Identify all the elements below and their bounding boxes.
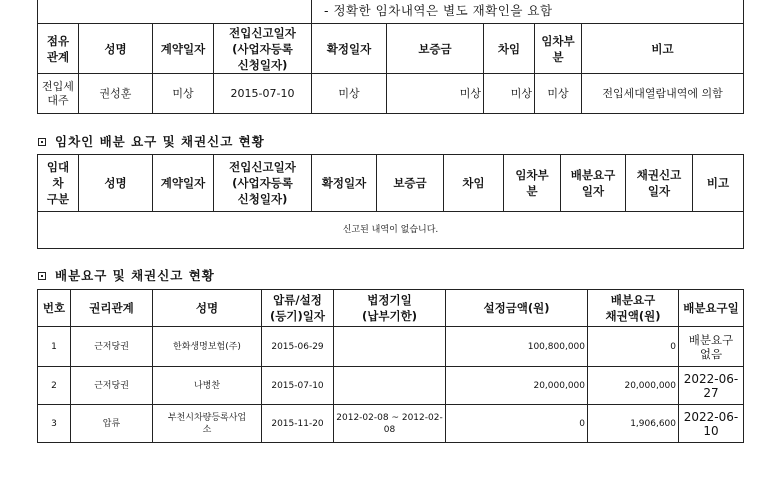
distribution-header-row: [38, 290, 744, 327]
cell-right-relation: 압류: [71, 405, 153, 443]
header-lease-type: 임대 차 구분: [38, 155, 79, 212]
occupancy-table: [37, 0, 744, 114]
header-remarks: 비고: [693, 155, 744, 212]
cell-name: 나병찬: [153, 367, 262, 405]
header-move-in-date: 전입신고일자 (사업자등록 신청일자): [214, 24, 312, 74]
header-set-amount: 설정금액(원): [446, 290, 588, 327]
table-row: [38, 367, 744, 405]
cell-set-amount: 0: [446, 405, 588, 443]
tenant-claims-table: [37, 154, 744, 249]
cell-name: 부천시차량등록사업 소: [153, 405, 262, 443]
header-remarks: 비고: [582, 24, 744, 74]
header-seizure-date: 압류/설정 (등기)일자: [262, 290, 334, 327]
cell-claim-amount: 0: [588, 327, 679, 367]
cell-right-relation: 근저당권: [71, 327, 153, 367]
cell-name: 권성훈: [79, 74, 153, 114]
occupancy-header-row: [38, 24, 744, 74]
cell-name: 한화생명보험(주): [153, 327, 262, 367]
header-fixed-date: 확정일자: [312, 24, 387, 74]
cell-claim-amount: 20,000,000: [588, 367, 679, 405]
header-distribution-date: 배분요구일: [679, 290, 744, 327]
header-number: 번호: [38, 290, 71, 327]
cell-legal-deadline: [334, 367, 446, 405]
cell-fixed-date: 미상: [312, 74, 387, 114]
distribution-claims-table: [37, 289, 744, 443]
cell-remarks: 전입세대열람내역에 의함: [582, 74, 744, 114]
cell-set-amount: 100,800,000: [446, 327, 588, 367]
header-name: 성명: [79, 24, 153, 74]
cell-distribution-date: 2022-06-10: [679, 405, 744, 443]
square-bullet-icon: [38, 272, 46, 280]
cell-seizure-date: 2015-07-10: [262, 367, 334, 405]
header-deposit: 보증금: [377, 155, 444, 212]
cell-number: 3: [38, 405, 71, 443]
cell-seizure-date: 2015-06-29: [262, 327, 334, 367]
header-contract-date: 계약일자: [153, 24, 214, 74]
header-claim-report-date: 채권신고 일자: [626, 155, 693, 212]
section-title-text: 임차인 배분 요구 및 채권신고 현황: [55, 134, 265, 149]
header-fixed-date: 확정일자: [312, 155, 377, 212]
header-rent: 차임: [444, 155, 504, 212]
cell-distribution-date: 배분요구 없음: [679, 327, 744, 367]
header-name: 성명: [153, 290, 262, 327]
cell-number: 1: [38, 327, 71, 367]
header-leased-part: 임차부 분: [535, 24, 582, 74]
cell-contract-date: 미상: [153, 74, 214, 114]
cell-legal-deadline: 2012-02-08 ~ 2012-02-08: [334, 405, 446, 443]
empty-state-message: 신고된 내역이 없습니다.: [38, 212, 744, 249]
header-rent: 차임: [484, 24, 535, 74]
section-title-tenant-claims: [38, 132, 265, 150]
table-row: [38, 74, 744, 114]
section-title-distribution-claims: [38, 266, 215, 284]
header-name: 성명: [79, 155, 153, 212]
verification-note: - 정확한 임차내역은 별도 재확인을 요함: [312, 0, 744, 24]
cell-right-relation: 근저당권: [71, 367, 153, 405]
header-contract-date: 계약일자: [153, 155, 214, 212]
header-leased-part: 임차부 분: [504, 155, 561, 212]
cell-leased-part: 미상: [535, 74, 582, 114]
header-distribution-request-date: 배분요구 일자: [561, 155, 626, 212]
cell-occupancy-relation: 전입세 대주: [38, 74, 79, 114]
square-bullet-icon: [38, 138, 46, 146]
cell-move-in-date: 2015-07-10: [214, 74, 312, 114]
header-legal-deadline: 법정기일 (납부기한): [334, 290, 446, 327]
tenant-claims-header-row: [38, 155, 744, 212]
cell-deposit: 미상: [387, 74, 484, 114]
header-right-relation: 권리관계: [71, 290, 153, 327]
header-deposit: 보증금: [387, 24, 484, 74]
table-row: [38, 405, 744, 443]
cell-rent: 미상: [484, 74, 535, 114]
cell-seizure-date: 2015-11-20: [262, 405, 334, 443]
section-title-text: 배분요구 및 채권신고 현황: [55, 268, 215, 283]
note-left-blank: [38, 0, 312, 24]
cell-claim-amount: 1,906,600: [588, 405, 679, 443]
cell-legal-deadline: [334, 327, 446, 367]
header-occupancy-relation: 점유 관계: [38, 24, 79, 74]
cell-set-amount: 20,000,000: [446, 367, 588, 405]
table-row: [38, 327, 744, 367]
cell-number: 2: [38, 367, 71, 405]
header-claim-amount: 배분요구 채권액(원): [588, 290, 679, 327]
cell-distribution-date: 2022-06-27: [679, 367, 744, 405]
header-move-in-date: 전입신고일자 (사업자등록 신청일자): [214, 155, 312, 212]
